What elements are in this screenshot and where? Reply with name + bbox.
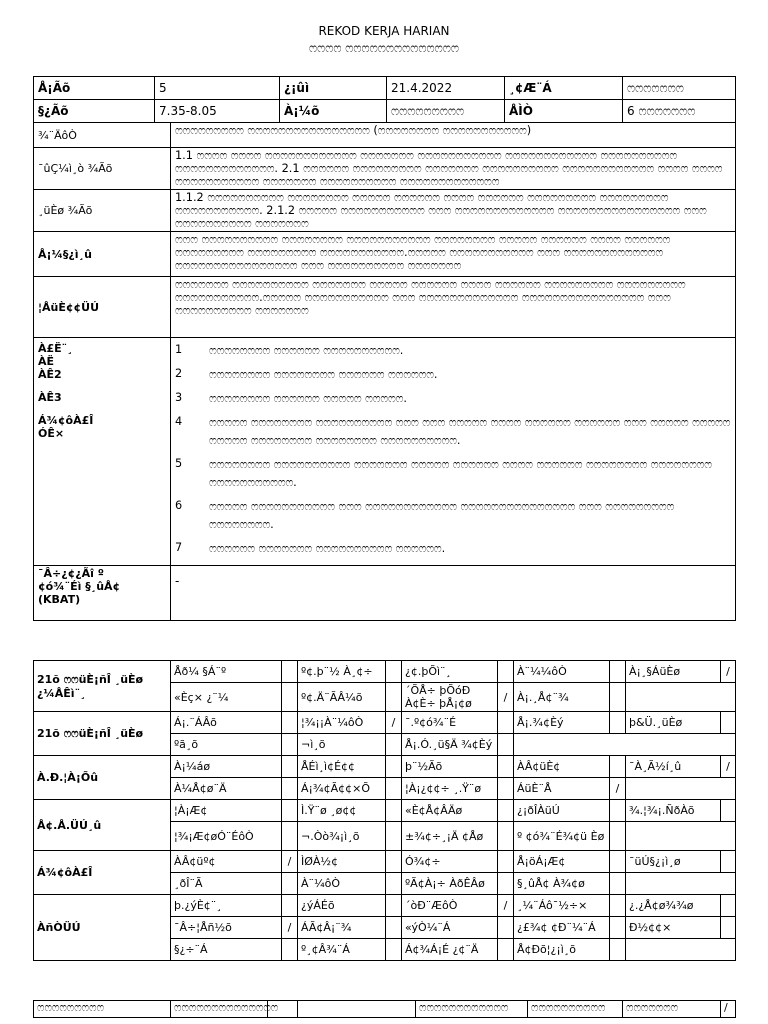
plan-text: ෆෆෆ ෆෆෆෆෆෆෆෆෆෆ ෆෆෆෆෆෆෆෆ ෆෆෆෆෆෆෆෆෆෆෆ ෆෆෆෆෆෆෆෆ ෆෆෆෆෆ ෆෆෆෆෆෆ ෆෆෆෆ ෆෆෆෆෆෆ ෆෆෆෆෆෆෆෆෆ ෆෆෆෆෆෆෆෆෆ ෆෆෆෆෆෆෆෆෆෆෆ.ෆෆෆෆෆ ෆෆෆෆෆෆෆෆෆෆෆ ෆෆෆ ෆෆෆෆෆෆෆෆෆෆෆෆෆ ෆෆෆෆෆෆෆෆෆෆෆෆෆෆෆෆ ෆෆෆ ෆෆෆෆෆෆෆෆෆෆ ෆෆෆෆෆෆෆ <box>171 232 736 277</box>
info-label: ÅÌÒ <box>505 100 623 123</box>
checklist-row <box>34 661 736 683</box>
checklist-mark: / <box>498 683 514 712</box>
kbat-label-line: ¯Â÷¿¢¿Ãî º <box>38 567 104 580</box>
checklist-option: º¢.Ä¨ÃÂ¼õ <box>298 683 386 712</box>
activities-label-line: ÀÊ3 <box>38 391 62 404</box>
info-label: ¿¡ûì <box>280 77 387 100</box>
checklist-option: À¡¸§ÁüÈø <box>626 661 721 683</box>
checklist-row <box>34 851 736 873</box>
info-value: ෆෆෆෆෆෆෆෆෆ <box>387 100 505 123</box>
checklist-mark <box>498 917 514 939</box>
checklist-mark <box>721 800 736 822</box>
checklist-mark <box>721 895 736 917</box>
plan-row <box>34 123 736 148</box>
info-value: 6 ෆෆෆෆෆෆෆ <box>623 100 736 123</box>
checklist-empty <box>626 822 736 851</box>
checklist-mark <box>610 873 626 895</box>
checklist-mark: / <box>498 895 514 917</box>
checklist-option: þ¨½Ãõ <box>402 756 498 778</box>
checklist-mark <box>498 712 514 734</box>
checklist-option: ÅÉì¸ì¢É¢¢ <box>298 756 386 778</box>
checklist-group-label: 21õ ෆෆüÈ¡ñÎ ¸üÈø <box>34 712 171 756</box>
checklist-option: º ¢ó¾¨É¾¢ü Èø <box>514 822 610 851</box>
checklist-mark <box>721 851 736 873</box>
checklist-option: Å¡.Ó.¸ü§Ä ¾¢Èý <box>402 734 498 756</box>
checklist-mark: / <box>386 712 402 734</box>
checklist-mark <box>610 851 626 873</box>
checklist-mark <box>498 822 514 851</box>
activities-label-line: Á¾¢ôÀ£Î <box>38 414 94 427</box>
checklist-mark <box>498 851 514 873</box>
info-label: Å¡Ãõ <box>34 77 155 100</box>
footer-row <box>33 1000 736 1018</box>
info-label: §¿Ãõ <box>34 100 155 123</box>
checklist-mark <box>721 917 736 939</box>
activity-number: 4 <box>175 415 183 428</box>
checklist-empty <box>626 778 736 800</box>
checklist-mark <box>282 895 298 917</box>
footer-cell: ෆෆෆෆෆෆෆෆෆෆ <box>528 1001 623 1018</box>
activity-number: 2 <box>175 367 183 380</box>
checklist-option: ÀÂ¢üº¢ <box>171 851 282 873</box>
checklist-mark <box>386 778 402 800</box>
plan-row <box>34 190 736 232</box>
checklist-grid <box>33 660 736 961</box>
checklist-option: À¼Å¢ø¨Ä <box>171 778 282 800</box>
plan-row <box>34 277 736 338</box>
checklist-mark <box>498 756 514 778</box>
activity-text: ෆෆෆෆෆ ෆෆෆෆෆෆෆෆෆෆෆ ෆෆෆ ෆෆෆෆෆෆෆෆෆෆෆෆ ෆෆෆෆෆෆෆෆෆෆෆෆෆෆෆ ෆෆෆ ෆෆෆෆෆෆෆෆෆ ෆෆෆෆෆෆෆෆ. <box>209 500 675 531</box>
checklist-mark <box>386 661 402 683</box>
checklist-mark <box>282 778 298 800</box>
footer-cell: ෆෆෆෆෆෆෆෆෆෆෆෆ <box>416 1001 528 1018</box>
activity-text: ෆෆෆෆෆෆෆෆ ෆෆෆෆෆෆෆෆ ෆෆෆෆෆෆ ෆෆෆෆෆෆ. <box>209 368 438 381</box>
checklist-option: §¿÷¨Á <box>171 939 282 961</box>
activities-label-line: ÓÊ× <box>38 427 65 440</box>
activity-item <box>175 342 731 360</box>
checklist-option: ¬.Òò¾¡ì¸õ <box>298 822 386 851</box>
checklist-mark <box>498 939 514 961</box>
checklist-option: Á¡.¨ÁÂõ <box>171 712 282 734</box>
checklist-group-label: Á¾¢ôÀ£Î <box>34 851 171 895</box>
kbat-value: - <box>171 566 736 621</box>
checklist-mark: / <box>721 661 736 683</box>
checklist-mark <box>386 917 402 939</box>
checklist-mark <box>610 939 626 961</box>
checklist-option: §¸ûÅ¢ À¾¢ø <box>514 873 610 895</box>
plan-row <box>34 232 736 277</box>
activity-number: 7 <box>175 541 183 554</box>
plan-label: Å¡¼§¿ì¸û <box>34 232 171 277</box>
checklist-option: ¯.º¢ó¾¨É <box>402 712 498 734</box>
checklist-option: ¿¡ðÎÀüÚ <box>514 800 610 822</box>
info-row <box>34 77 736 100</box>
checklist-mark <box>282 800 298 822</box>
checklist-group-label: À.Ð.¦À¡Õû <box>34 756 171 800</box>
checklist-option: ÀÂ¢üÈ¢ <box>514 756 610 778</box>
info-label: ¸¢Æ¨Á <box>505 77 623 100</box>
checklist-option: ¯À¸Ã½í¸û <box>626 756 721 778</box>
checklist-option: ÁüÈ¨Å <box>514 778 610 800</box>
checklist-option: ¿ýÁÉõ <box>298 895 386 917</box>
checklist-mark <box>498 734 514 756</box>
checklist-option: ¬ì¸õ <box>298 734 386 756</box>
checklist-mark <box>386 939 402 961</box>
checklist-mark <box>282 683 298 712</box>
checklist-option: Ì.Ÿ¨ø ¸ø¢¢ <box>298 800 386 822</box>
checklist-option: Å¡.¾¢Èý <box>514 712 610 734</box>
kbat-label-line: ¢ó¾¨Éì §¸ûÅ¢ <box>38 580 121 593</box>
checklist-option: ¿.¿Å¢ø¾¾ø <box>626 895 721 917</box>
checklist-empty <box>514 734 736 756</box>
activities-label-line: ÀË <box>38 355 55 368</box>
checklist-option: ¸ðÎ¨Ã <box>171 873 282 895</box>
checklist-option: Åð¼ §Á¨º <box>171 661 282 683</box>
checklist-mark <box>610 683 626 712</box>
activities-label-line: À£Ë¨¸ <box>38 342 73 355</box>
checklist-option: ¯üÚ§¿¡ì¸ø <box>626 851 721 873</box>
checklist-mark <box>282 712 298 734</box>
kbat-row <box>34 566 736 621</box>
activity-number: 5 <box>175 457 183 470</box>
checklist-option: Ó¾¢÷ <box>402 851 498 873</box>
checklist-mark <box>610 756 626 778</box>
checklist-mark <box>498 800 514 822</box>
checklist-option: ÌØÀ½¢ <box>298 851 386 873</box>
plan-text: ෆෆෆෆෆෆෆෆෆ ෆෆෆෆෆෆෆෆෆෆෆෆෆෆෆෆ (ෆෆෆෆෆෆෆෆ ෆෆෆෆෆෆෆෆෆෆෆ) <box>171 123 736 148</box>
checklist-row <box>34 800 736 822</box>
checklist-mark: / <box>282 851 298 873</box>
activity-item <box>175 498 731 534</box>
checklist-option: «ýÒ¼¨Á <box>402 917 498 939</box>
kbat-label <box>34 566 171 621</box>
lesson-plan-table <box>33 122 736 621</box>
checklist-row <box>34 895 736 917</box>
checklist-mark <box>386 734 402 756</box>
checklist-mark <box>498 778 514 800</box>
activity-item <box>175 540 731 558</box>
checklist-mark <box>498 873 514 895</box>
checklist-option: º¢.þ¨½ À¸¢÷ <box>298 661 386 683</box>
activity-item <box>175 390 731 408</box>
checklist-option: «Èç× ¿¨¼ <box>171 683 282 712</box>
checklist-option: ±¾¢÷¸¡Ä ¢Åø <box>402 822 498 851</box>
checklist-option: þ&Ü.¸üÈø <box>626 712 721 734</box>
checklist-option: À¡¼áø <box>171 756 282 778</box>
checklist-row <box>34 712 736 734</box>
activities-label-line: ÀÊ2 <box>38 368 62 381</box>
checklist-option: ¦À¡Æ¢ <box>171 800 282 822</box>
checklist-mark <box>282 734 298 756</box>
footer-cell: ෆෆෆෆෆෆෆෆෆ <box>34 1001 171 1018</box>
checklist-option: þ.¿ýÈ¢¨¸ <box>171 895 282 917</box>
checklist-mark <box>282 822 298 851</box>
checklist-mark <box>386 895 402 917</box>
info-label: À¡¼õ <box>280 100 387 123</box>
info-value: 21.4.2022 <box>387 77 505 100</box>
activity-number: 1 <box>175 343 183 356</box>
activity-text: ෆෆෆෆෆ ෆෆෆෆෆෆෆෆ ෆෆෆෆෆෆෆෆෆෆ ෆෆෆ ෆෆෆ ෆෆෆෆෆ ෆෆෆෆ ෆෆෆෆෆෆ ෆෆෆෆෆෆ ෆෆෆ ෆෆෆෆෆ ෆෆෆෆෆ ෆෆෆෆෆ ෆෆෆෆෆෆෆෆ ෆෆෆෆෆෆෆෆ ෆෆෆෆෆෆෆෆෆෆ. <box>209 416 731 447</box>
checklist-option: ´òÐ¨ÆôÒ <box>402 895 498 917</box>
activity-number: 6 <box>175 499 183 512</box>
checklist-option: Á¡¾¢Ã¢¢×Õ <box>298 778 386 800</box>
activity-text: ෆෆෆෆෆෆ ෆෆෆෆෆෆෆ ෆෆෆෆෆෆෆෆෆෆ ෆෆෆෆෆෆ. <box>209 542 446 555</box>
activity-text: ෆෆෆෆෆෆෆෆ ෆෆෆෆෆෆ ෆෆෆෆෆෆෆෆෆෆ. <box>209 344 404 357</box>
checklist-mark <box>282 661 298 683</box>
checklist-empty <box>626 683 736 712</box>
checklist-option: À¨¼¼ôÒ <box>514 661 610 683</box>
checklist-mark <box>610 822 626 851</box>
checklist-mark <box>610 800 626 822</box>
checklist-option: º¸¢Â¾¨Á <box>298 939 386 961</box>
checklist-mark <box>610 712 626 734</box>
checklist-empty <box>626 939 736 961</box>
checklist-mark <box>498 661 514 683</box>
checklist-mark <box>610 661 626 683</box>
activity-item <box>175 366 731 384</box>
activities-row <box>34 338 736 566</box>
activities-list <box>175 342 731 558</box>
checklist-group-label: Å¢.Å.ÜÚ¸û <box>34 800 171 851</box>
checklist-mark <box>610 895 626 917</box>
checklist-option: Á¢¾Á¡É ¿¢¨Ä <box>402 939 498 961</box>
checklist-option: À¡.¸Å¢¨¾ <box>514 683 610 712</box>
footer-cell: ෆෆෆෆෆෆෆ <box>623 1001 721 1018</box>
footer-cell: ෆෆෆෆෆෆෆෆෆෆෆෆෆෆ <box>171 1001 268 1018</box>
plan-label: ¾¨ÄôÒ <box>34 123 171 148</box>
checklist-mark: / <box>721 756 736 778</box>
checklist-option: ¦¾¡Æ¢øÓ¨ÉôÒ <box>171 822 282 851</box>
checklist-option: ´ÕÅ÷ þÕóÐ À¢È÷ þÅ¡¢ø <box>402 683 498 712</box>
plan-label: ¸üÈø ¾Ãõ <box>34 190 171 232</box>
checklist-group-label: 21õ ෆෆüÈ¡ñÎ ¸üÈø ¿¼ÅÊì¨¸ <box>34 661 171 712</box>
checklist-option: «È¢Å¢ÂÄø <box>402 800 498 822</box>
checklist-group-label: ÀñÒÜÚ <box>34 895 171 961</box>
activities-label <box>34 338 171 566</box>
checklist-option: Å¡öÁ¡Æ¢ <box>514 851 610 873</box>
checklist-option: ¯Â÷¦Åñ½õ <box>171 917 282 939</box>
footer-cell <box>298 1001 416 1018</box>
kbat-label-line: (KBAT) <box>38 593 81 606</box>
activity-text: ෆෆෆෆෆෆෆෆ ෆෆෆෆෆෆෆෆෆෆ ෆෆෆෆෆෆෆ ෆෆෆෆෆ ෆෆෆෆෆෆ ෆෆෆෆ ෆෆෆෆෆෆ ෆෆෆෆෆෆෆෆ ෆෆෆෆෆෆෆෆ ෆෆෆෆෆෆෆෆෆෆෆ. <box>209 458 712 489</box>
lesson-info-table <box>33 76 736 123</box>
info-row <box>34 100 736 123</box>
plan-text: 1.1 ෆෆෆෆ ෆෆෆෆ ෆෆෆෆෆෆෆෆෆෆෆෆ ෆෆෆෆෆෆෆ ෆෆෆෆෆෆෆෆෆෆෆ ෆෆෆෆෆෆෆෆෆෆෆෆ ෆෆෆෆෆෆෆෆෆෆ ෆෆෆෆෆෆෆෆෆෆෆෆෆ. 2.1 ෆෆෆෆෆෆ ෆෆෆෆෆෆෆෆෆ ෆෆෆෆෆෆෆ ෆෆෆෆෆෆෆෆෆෆ ෆෆෆෆෆෆෆෆෆෆෆෆ ෆෆෆෆ ෆෆෆෆ ෆෆෆෆෆෆෆෆෆෆෆ ෆෆෆෆෆෆෆ ෆෆෆෆෆෆෆෆෆෆ ෆෆෆෆෆෆෆෆෆෆෆෆෆ <box>171 148 736 190</box>
checklist-mark <box>386 800 402 822</box>
footer-cell: / <box>721 1001 736 1018</box>
checklist-mark <box>282 756 298 778</box>
checklist-mark: / <box>610 778 626 800</box>
info-value: 5 <box>155 77 280 100</box>
activity-number: 3 <box>175 391 183 404</box>
checklist-mark <box>610 917 626 939</box>
checklist-option: ºÃ¢À¡÷ ÀðÊÂø <box>402 873 498 895</box>
checklist-option: ¦¾¡¡À¨¼ôÒ <box>298 712 386 734</box>
info-value: ෆෆෆෆෆෆෆ <box>623 77 736 100</box>
checklist-mark <box>386 873 402 895</box>
plan-label: ¦ÅüÈ¢¢ÜÚ <box>34 277 171 338</box>
plan-text: 1.1.2 ෆෆෆෆෆෆෆෆෆෆ ෆෆෆෆෆෆෆෆ ෆෆෆෆෆ ෆෆෆෆෆෆ ෆෆෆෆ ෆෆෆෆෆෆ ෆෆෆෆෆෆෆෆෆ ෆෆෆෆෆෆෆෆෆ ෆෆෆෆෆෆෆෆෆෆෆ. 2.1.2 ෆෆෆෆෆ ෆෆෆෆෆෆෆෆෆෆෆ ෆෆෆ ෆෆෆෆෆෆෆෆෆෆෆෆෆ ෆෆෆෆෆෆෆෆෆෆෆෆෆෆෆෆ ෆෆෆ ෆෆෆෆෆෆෆෆෆෆ ෆෆෆෆෆෆෆ <box>171 190 736 232</box>
checklist-mark <box>386 756 402 778</box>
checklist-mark <box>282 873 298 895</box>
checklist-option: Ð½¢¢× <box>626 917 721 939</box>
checklist-row <box>34 756 736 778</box>
checklist-mark <box>721 712 736 734</box>
checklist-mark: / <box>282 917 298 939</box>
checklist-option: ¿£¾¢ ¢Ð¨¼¨Á <box>514 917 610 939</box>
checklist-option: ¸¼¨Áô¯½÷× <box>514 895 610 917</box>
plan-row <box>34 148 736 190</box>
plan-text: ෆෆෆෆෆෆෆ ෆෆෆෆෆෆෆෆෆෆ ෆෆෆෆෆෆෆ ෆෆෆෆෆ ෆෆෆෆෆෆ ෆෆෆෆ ෆෆෆෆෆෆ ෆෆෆෆෆෆෆෆෆ ෆෆෆෆෆෆෆෆෆ ෆෆෆෆෆෆෆෆෆෆෆ.ෆෆෆෆෆ ෆෆෆෆෆෆෆෆෆෆෆ ෆෆෆ ෆෆෆෆෆෆෆෆෆෆෆෆෆ ෆෆෆෆෆෆෆෆෆෆෆෆෆෆෆෆ ෆෆෆ ෆෆෆෆෆෆෆෆෆෆ ෆෆෆෆෆෆෆ <box>171 277 736 338</box>
checklist-option: ¿¢.þÕì¨¸ <box>402 661 498 683</box>
checklist-option: À¨¼ôÒ <box>298 873 386 895</box>
activity-text: ෆෆෆෆෆෆෆෆ ෆෆෆෆෆෆ ෆෆෆෆෆ ෆෆෆෆෆ. <box>209 392 407 405</box>
checklist-option: ÁÃ¢Â¡¨¾ <box>298 917 386 939</box>
checklist-mark <box>386 822 402 851</box>
checklist-mark <box>386 683 402 712</box>
activities-list-cell <box>171 338 736 566</box>
activity-item <box>175 456 731 492</box>
checklist-mark <box>386 851 402 873</box>
document-title: REKOD KERJA HARIAN <box>318 24 450 38</box>
info-value: 7.35-8.05 <box>155 100 280 123</box>
checklist-empty <box>626 873 736 895</box>
plan-label: ¯ûÇ¼ì¸ò ¾Ãõ <box>34 148 171 190</box>
checklist-mark <box>282 939 298 961</box>
checklist-option: ¦À¡¿¢¢÷ ¸.Ÿ¨ø <box>402 778 498 800</box>
activity-item <box>175 414 731 450</box>
checklist-option: ºã¸õ <box>171 734 282 756</box>
checklist-option: Å¢Ðõ¦¿¡ì¸õ <box>514 939 610 961</box>
document-subtitle: ෆෆෆෆ ෆෆෆෆෆෆෆෆෆෆෆෆෆෆ <box>308 41 460 55</box>
checklist-option: ¾.¦¾¡.ÑðÀõ <box>626 800 721 822</box>
